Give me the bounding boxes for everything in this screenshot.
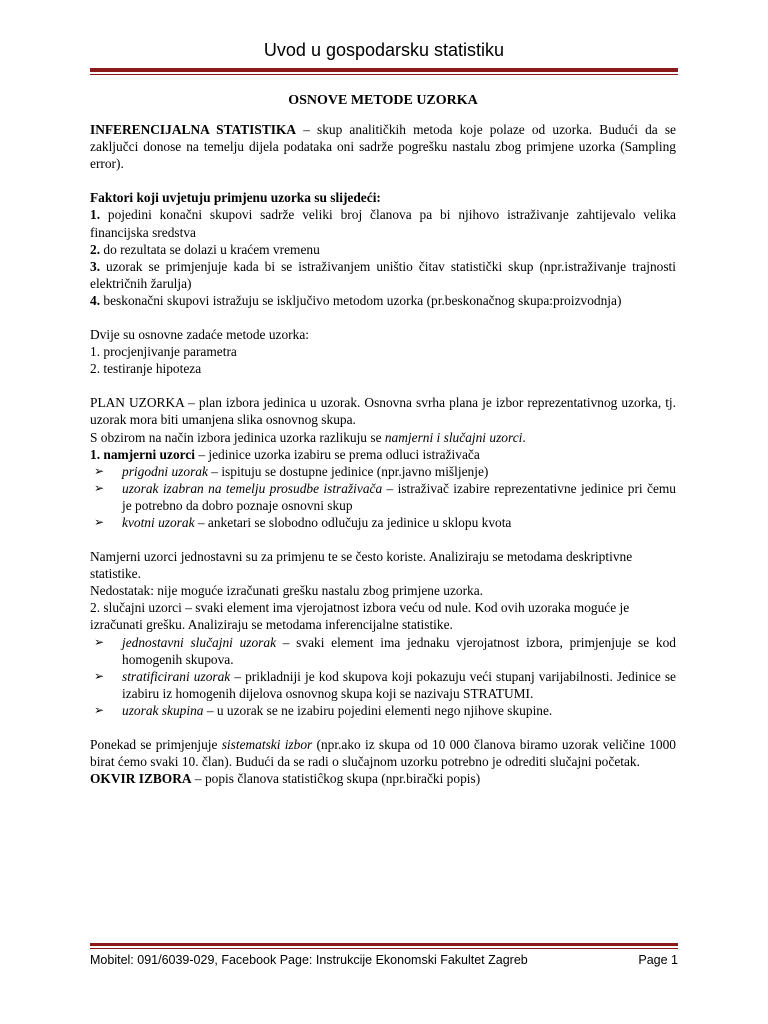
namjerni-note: Namjerni uzorci jednostavni su za primjenu te se često koriste. Analiziraju se metodama deskriptivne statistike.	[90, 549, 633, 582]
sistematski-emphasis: sistematski izbor	[221, 737, 313, 752]
arrowhead-bullet-icon: ➢	[94, 463, 105, 478]
faktori-text: pojedini konačni skupovi sadrže veliki broj članova pa bi njihovo istraživanje zahtijevalo velika financijska sredstva	[90, 207, 676, 240]
term-inferencijalna: INFERENCIJALNA STATISTIKA	[90, 122, 297, 138]
list-item-term: stratificirani uzorak	[122, 668, 231, 684]
faktori-num: 2.	[90, 241, 101, 257]
header-rule-thick	[90, 68, 678, 72]
okvir-text: – popis članova statistiĉkog skupa (npr.birački popis)	[191, 771, 481, 787]
arrowhead-bullet-icon: ➢	[94, 514, 105, 529]
razlikuju-emphasis: namjerni i slučajni uzorci	[384, 429, 523, 445]
document-body	[90, 92, 676, 787]
faktori-text: beskonačni skupovi istražuju se isključivo metodom uzorka (pr.beskonačnog skupa:proizvodnja)	[100, 292, 622, 308]
list-item-term: uzorak skupina	[122, 702, 204, 718]
page-header-title: Uvod u gospodarsku statistiku	[263, 40, 505, 60]
zadace-intro: Dvije su osnovne zadaće metode uzorka:	[90, 327, 310, 343]
namjerni-text: – jedinice uzorka izabiru se prema odluci istraživača	[195, 446, 480, 462]
faktori-text: do rezultata se dolazi u kraćem vremenu	[100, 241, 320, 257]
okvir-paragraph	[90, 770, 676, 787]
slucajni-list	[90, 634, 676, 719]
list-item-term: prigodni uzorak	[122, 463, 208, 479]
list-item	[90, 480, 676, 514]
footer-rule-thin	[90, 948, 678, 949]
list-item-text: – svaki element ima jednaku vjerojatnost izbora, primjenjuje se kod homogenih skupova.	[122, 634, 676, 667]
document-title: OSNOVE METODE UZORKA	[288, 93, 478, 108]
okvir-term: OKVIR IZBORA	[90, 771, 192, 787]
faktori-num: 3.	[90, 258, 101, 274]
list-item	[90, 634, 676, 668]
list-item-text: – prikladniji je kod skupova koji pokazuju veći stupanj varijabilnosti. Jedinice se izabiru iz homogenih dijelova osnovnog skupa koji se nazivaju STRATUMI.	[122, 668, 677, 701]
namjerni-term: 1. namjerni uzorci	[90, 446, 195, 462]
faktori-num: 4.	[90, 292, 101, 308]
faktori-item-2	[90, 241, 676, 258]
razlikuju-text: S obzirom na način izbora jedinica uzorka razlikuju se	[90, 429, 385, 445]
list-item-term: uzorak izabran na temelju prosudbe istraživača	[122, 480, 383, 496]
faktori-item-3	[90, 258, 676, 292]
paragraph-inferencijalna	[90, 121, 676, 172]
faktori-heading: Faktori koji uvjetuju primjenu uzorka su slijedeći:	[90, 190, 381, 206]
list-item	[90, 463, 676, 480]
arrowhead-bullet-icon: ➢	[94, 480, 105, 495]
text-inferencijalna: – skup analitičkih metoda koje polaze od uzorka. Budući da se zaključci donose na temelju dijela podataka oni sadrže pogrešku nastalu zbog primjene uzorka (Sampling error).	[90, 122, 677, 172]
spacer	[90, 719, 676, 736]
slucajni-paragraph: 2. slučajni uzorci – svaki element ima vjerojatnost izbora veću od nule. Kod ovih uzoraka moguće je izračunati grešku. Analiziraju se metodama inferencijalne statistike.	[90, 600, 630, 633]
spacer	[90, 172, 676, 189]
footer-contact: Mobitel: 091/6039-029, Facebook Page: Instrukcije Ekonomski Fakultet Zagreb	[90, 953, 528, 967]
list-item-term: jednostavni slučajni uzorak	[122, 634, 277, 650]
razlikuju-paragraph	[90, 429, 676, 446]
nedostatak: Nedostatak: nije moguće izračunati grešku nastalu zbog primjene uzorka.	[90, 583, 484, 599]
zadace-item-2: 2. testiranje hipoteza	[90, 361, 202, 377]
arrowhead-bullet-icon: ➢	[94, 668, 105, 683]
list-item	[90, 702, 676, 719]
list-item-text: – istraživač izabire reprezentativne jedinice pri čemu je potrebno da dobro poznaje osnovni skup	[122, 480, 676, 513]
list-item-text: – anketari se slobodno odlučuju za jedinice u sklopu kvota	[194, 514, 512, 530]
sistematski-text-end: (npr.ako iz skupa od 10 000 članova biramo uzorak veličine 1000 birat ćemo svaki 10. član). Budući da se radi o slučajnom uzorku potrebno je odrediti slučajni početak.	[90, 737, 676, 770]
sistematski-paragraph	[90, 736, 676, 770]
list-item-text: – ispituju se dostupne jedinice (npr.javno mišljenje)	[207, 463, 489, 479]
zadace-item-1: 1. procjenjivanje parametra	[90, 344, 237, 360]
plan-uzorka-paragraph: PLAN UZORKA – plan izbora jedinica u uzorak. Osnovna svrha plana je izbor reprezentativnog uzorka, tj. uzorak mora biti umanjena slika osnovnog skupa.	[90, 395, 676, 428]
faktori-num: 1.	[90, 207, 101, 223]
header-rule-thin	[90, 74, 678, 75]
faktori-text: uzorak se primjenjuje kada bi se istraživanjem uništio čitav statistički skup (npr.istraživanje trajnosti električnih žarulja)	[90, 258, 676, 291]
footer-page-number: Page 1	[638, 953, 678, 967]
razlikuju-end: .	[522, 429, 526, 445]
sistematski-text: Ponekad se primjenjuje	[90, 737, 222, 752]
list-item	[90, 668, 676, 702]
arrowhead-bullet-icon: ➢	[94, 634, 105, 649]
faktori-item-4	[90, 292, 676, 309]
faktori-item-1	[90, 206, 676, 240]
spacer	[90, 377, 676, 394]
list-item-term: kvotni uzorak	[122, 514, 195, 530]
namjerni-heading	[90, 446, 676, 463]
list-item-text: – u uzorak se ne izabiru pojedini elementi nego njihove skupine.	[203, 702, 553, 718]
list-item	[90, 514, 676, 531]
arrowhead-bullet-icon: ➢	[94, 702, 105, 717]
spacer	[90, 309, 676, 326]
namjerni-list	[90, 463, 676, 531]
spacer	[90, 531, 676, 548]
footer-rule-thick	[90, 943, 678, 946]
